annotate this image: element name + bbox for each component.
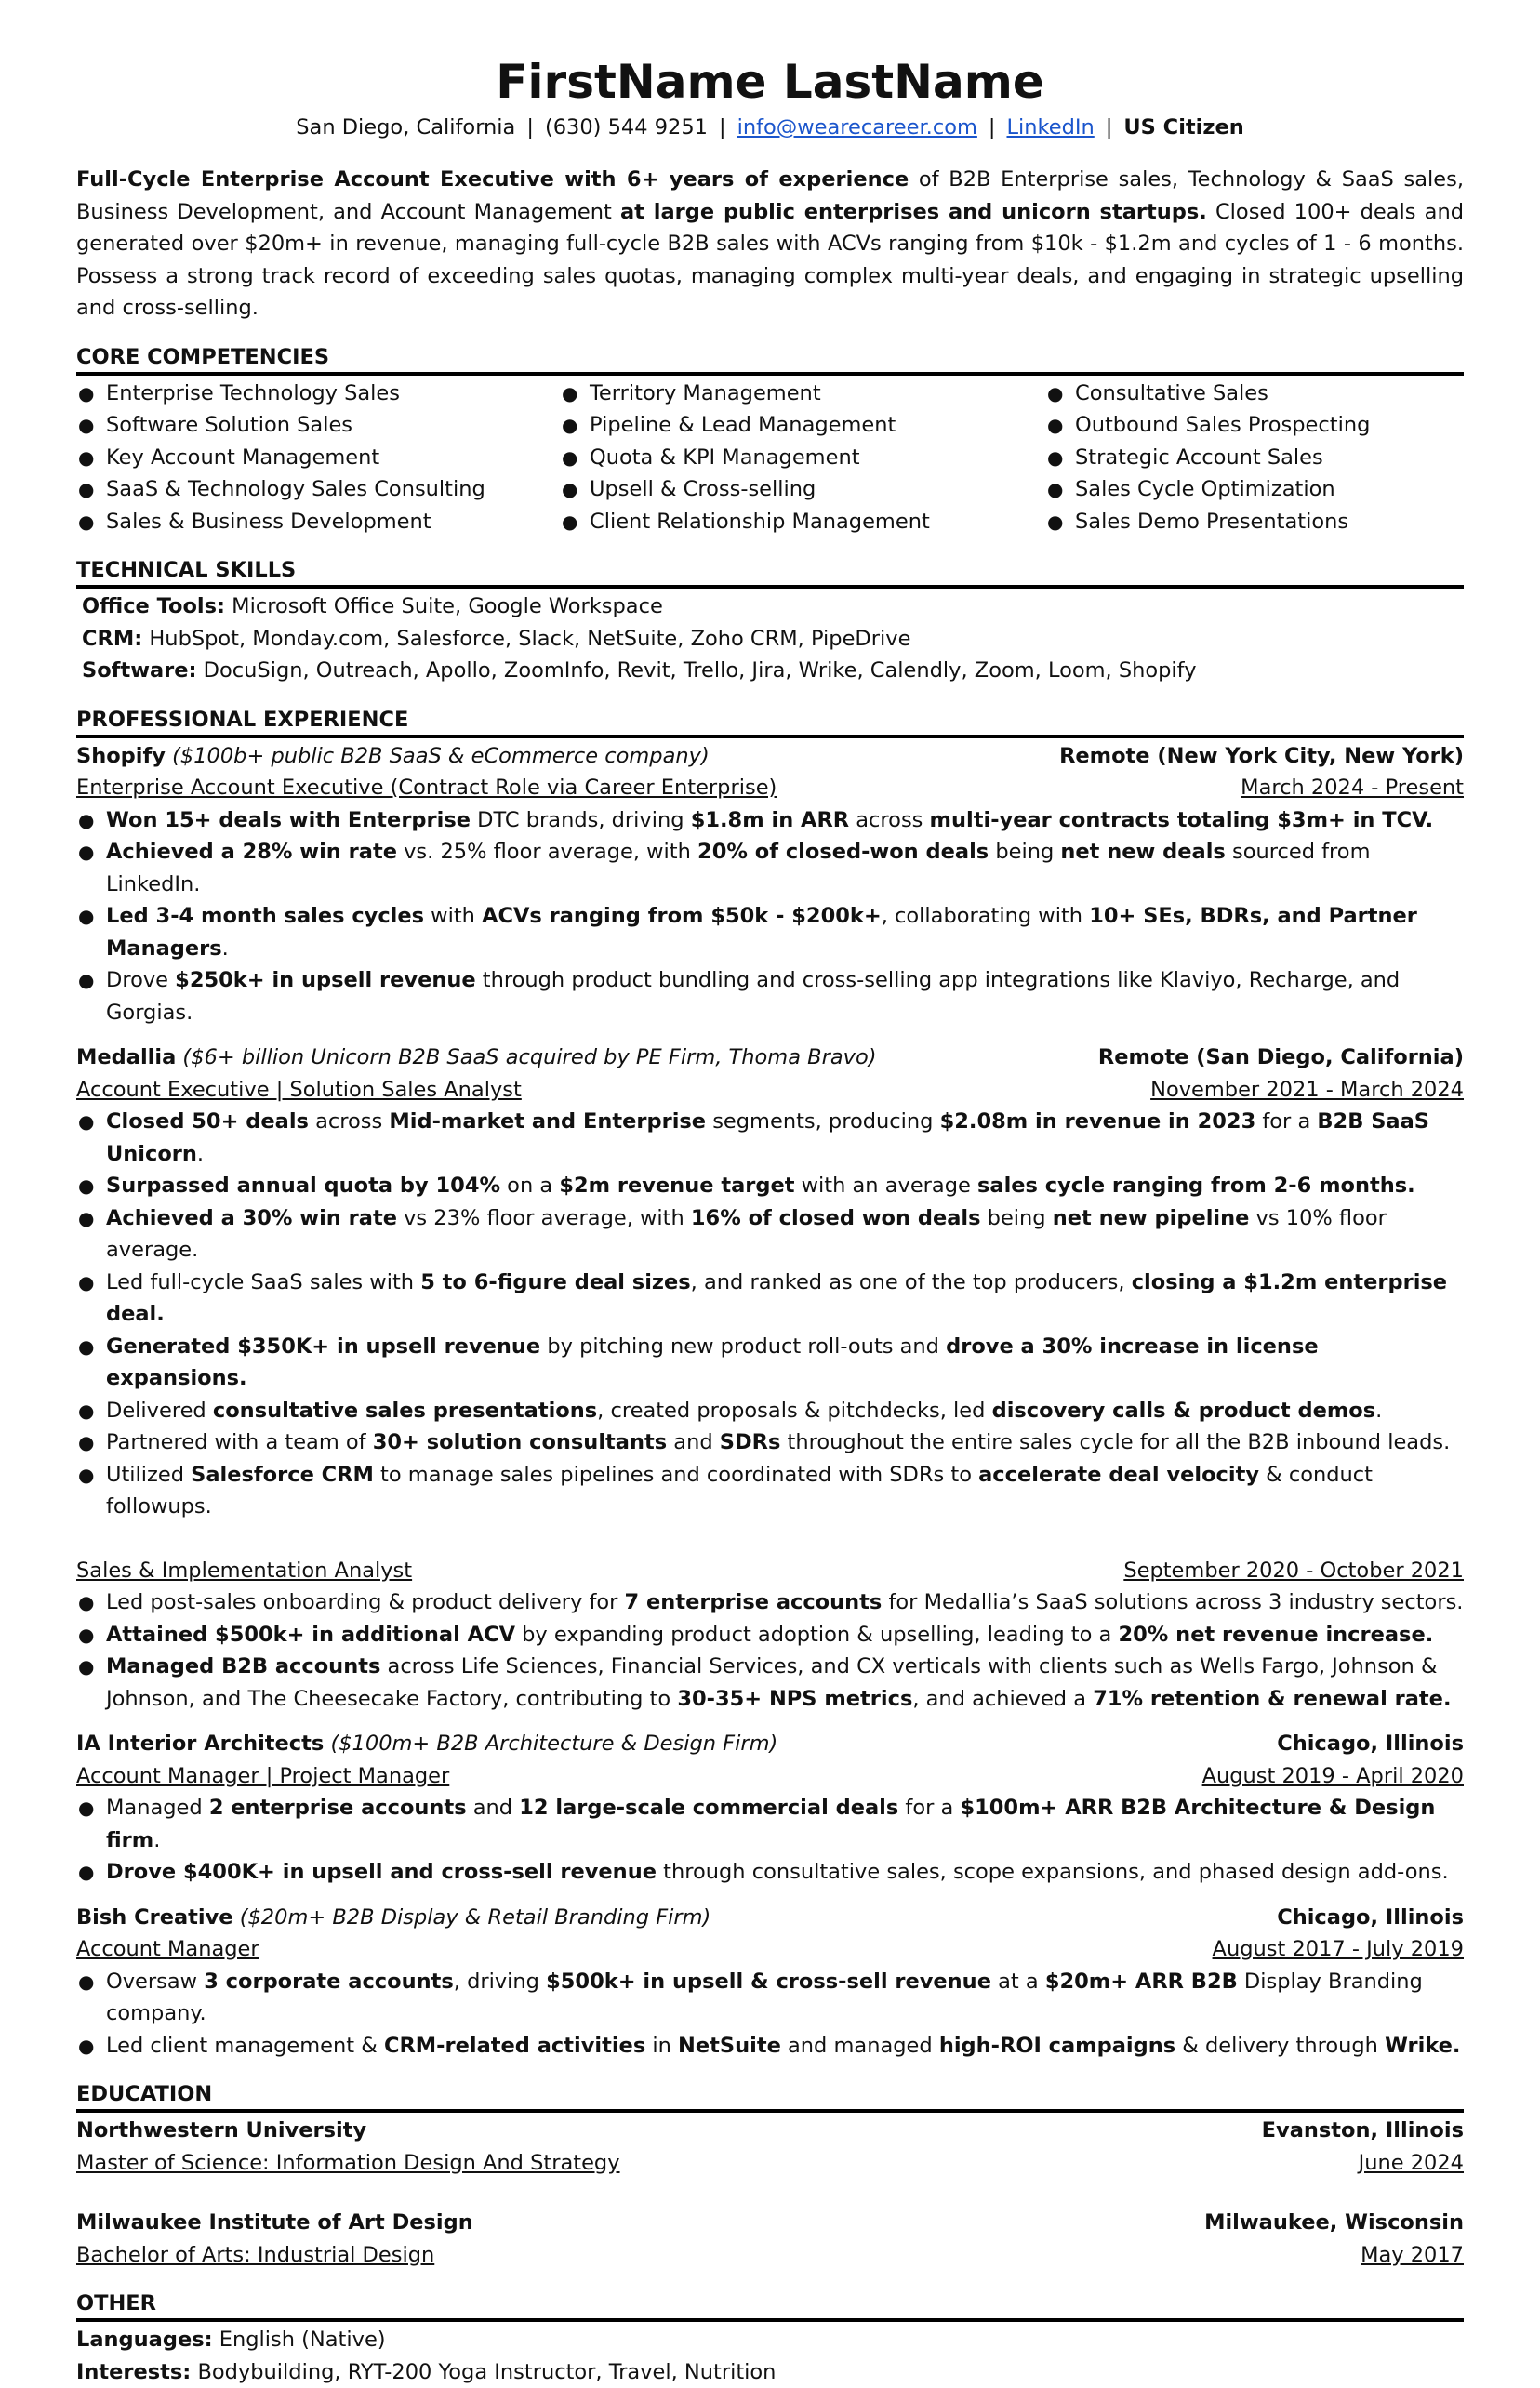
list-item [76, 1459, 1464, 1523]
company-name: Shopify [76, 744, 166, 768]
label: Interests: [76, 2360, 191, 2384]
bullet-highlight: discovery calls & product demos [992, 1399, 1376, 1423]
contact-line [76, 112, 1464, 143]
bullet-highlight: 30-35+ NPS metrics [677, 1687, 912, 1711]
list-item [76, 1792, 1464, 1856]
bullet-highlight: 12 large-scale commercial deals [519, 1796, 898, 1820]
bullet-highlight: Won 15+ deals with Enterprise [106, 808, 471, 832]
job-title: Enterprise Account Executive (Contract Role via Career Enterprise) [76, 772, 777, 804]
bullet-list [76, 1792, 1464, 1889]
company-row [76, 1728, 1464, 1760]
bullet-highlight: ACVs ranging from $50k - $200k+ [482, 904, 882, 928]
software-line [76, 655, 1464, 687]
bullet-highlight: $20m+ ARR B2B [1045, 1970, 1238, 1994]
bullet-text: to manage sales pipelines and coordinated with SDRs to [374, 1463, 978, 1487]
competencies-col-3 [1045, 378, 1464, 538]
bullet-text: , created proposals & pitchdecks, led [597, 1399, 991, 1423]
company-row [76, 1902, 1464, 1934]
summary-bold-1: Full-Cycle Enterprise Account Executive with 6+ years of experience [76, 167, 909, 192]
bullet-text: . [1375, 1399, 1382, 1423]
bullet-highlight: 7 enterprise accounts [625, 1590, 883, 1614]
job-ia-interior-architects [76, 1728, 1464, 1889]
bullet-text: on a [500, 1174, 559, 1198]
role-row [76, 772, 1464, 804]
location: San Diego, California [296, 115, 515, 139]
bullet-highlight: net new pipeline [1053, 1206, 1250, 1230]
bullet-list [76, 1966, 1464, 2063]
bullet-text: Utilized [106, 1463, 191, 1487]
bullet-text: across [309, 1109, 389, 1134]
job-medallia [76, 1041, 1464, 1715]
job-dates: November 2021 - March 2024 [1150, 1074, 1464, 1107]
competency-item: ● Sales & Business Development [76, 506, 560, 538]
bullet-highlight: CRM-related activities [384, 2034, 645, 2058]
bullet-highlight: Drove $400K+ in upsell and cross-sell revenue [106, 1860, 657, 1884]
bullet-text: Led post-sales onboarding & product delivery for [106, 1590, 625, 1614]
bullet-highlight: Salesforce CRM [191, 1463, 374, 1487]
list-item [76, 900, 1464, 964]
bullet-text: vs 23% floor average, with [397, 1206, 691, 1230]
bullet-text: through consultative sales, scope expansions, and phased design add-ons. [657, 1860, 1449, 1884]
bullet-text: with [424, 904, 482, 928]
job-dates: August 2019 - April 2020 [1202, 1760, 1464, 1793]
bullet-text: & conduct followups. [106, 1463, 1373, 1519]
competency-item: ● Client Relationship Management [560, 506, 1045, 538]
bullet-text: through product bundling and cross-selling app integrations like Klaviyo, Recharge, and Gorgias. [106, 968, 1400, 1025]
value: HubSpot, Monday.com, Salesforce, Slack, NetSuite, Zoho CRM, PipeDrive [142, 627, 910, 651]
bullet-list [76, 804, 1464, 1029]
candidate-name: FirstName LastName [76, 52, 1464, 112]
bullet-list [76, 1586, 1464, 1715]
bullet-highlight: closing a $1.2m enterprise deal. [106, 1270, 1447, 1327]
school-location: Milwaukee, Wisconsin [1204, 2207, 1464, 2239]
list-item [76, 2030, 1464, 2063]
bullet-highlight: Managed B2B accounts [106, 1654, 380, 1678]
linkedin-link[interactable]: LinkedIn [1006, 115, 1094, 139]
bullet-highlight: Mid-market and Enterprise [389, 1109, 706, 1134]
bullet-text: & delivery through [1175, 2034, 1385, 2058]
bullet-highlight: $2m revenue target [559, 1174, 794, 1198]
bullet-text: Led full-cycle SaaS sales with [106, 1270, 420, 1294]
separator: | [708, 115, 737, 139]
value: DocuSign, Outreach, Apollo, ZoomInfo, Revit, Trello, Jira, Wrike, Calendly, Zoom, Loom, Shopify [197, 658, 1197, 683]
bullet-highlight: $250k+ in upsell revenue [175, 968, 475, 992]
degree: Bachelor of Arts: Industrial Design [76, 2239, 434, 2272]
list-item [76, 1106, 1464, 1170]
bullet-highlight: Led 3-4 month sales cycles [106, 904, 424, 928]
bullet-text: being [981, 1206, 1053, 1230]
company-description: ($6+ billion Unicorn B2B SaaS acquired by PE Firm, Thoma Bravo) [176, 1045, 876, 1069]
role-row [76, 1933, 1464, 1966]
bullet-text: and [667, 1430, 720, 1454]
bullet-text: across Life Sciences, Financial Services, and CX verticals with clients such as Wells Fargo, Johnson & Johnson, and The Cheesecake Factory, contributing to [106, 1654, 1438, 1711]
core-competencies-section [76, 343, 1464, 538]
other-section [76, 2289, 1464, 2388]
role-row [76, 1555, 1464, 1587]
bullet-text: with an average [794, 1174, 977, 1198]
job-bish-creative [76, 1902, 1464, 2063]
label: Office Tools: [82, 594, 225, 618]
technical-skills-section [76, 556, 1464, 687]
bullet-highlight: B2B SaaS Unicorn [106, 1109, 1429, 1166]
bullet-text: DTC brands, driving [471, 808, 691, 832]
company-description: ($20m+ B2B Display & Retail Branding Firm) [233, 1905, 711, 1930]
section-title: TECHNICAL SKILLS [76, 556, 1464, 589]
languages-line [76, 2324, 1464, 2356]
list-item [76, 836, 1464, 900]
separator: | [977, 115, 1007, 139]
bullet-highlight: Generated $350K+ in upsell revenue [106, 1334, 540, 1359]
list-item [76, 1586, 1464, 1619]
bullet-highlight: 20% of closed-won deals [697, 840, 989, 864]
bullet-highlight: 3 corporate accounts [204, 1970, 454, 1994]
label: CRM: [82, 627, 142, 651]
bullet-text: for Medallia’s SaaS solutions across 3 industry sectors. [882, 1590, 1463, 1614]
bullet-text: vs 10% floor average. [106, 1206, 1387, 1263]
bullet-text: Delivered [106, 1399, 213, 1423]
bullet-highlight: 30+ solution consultants [373, 1430, 667, 1454]
bullet-highlight: $2.08m in revenue in 2023 [940, 1109, 1256, 1134]
school-name: Northwestern University [76, 2115, 366, 2147]
list-item [76, 964, 1464, 1028]
bullet-text: for a [898, 1796, 960, 1820]
summary-text-1: of B2B Enterprise sales, Technology & SaaS sales, Business Development, and Account Management [76, 167, 1464, 224]
job-title: Account Manager [76, 1933, 259, 1966]
value: Microsoft Office Suite, Google Workspace [225, 594, 663, 618]
bullet-text: , collaborating with [882, 904, 1089, 928]
list-item [76, 1202, 1464, 1267]
bullet-text: by expanding product adoption & upselling, leading to a [515, 1623, 1118, 1647]
company-description: ($100b+ public B2B SaaS & eCommerce company) [166, 744, 710, 768]
list-item [76, 1856, 1464, 1889]
citizenship: US Citizen [1123, 115, 1243, 139]
job-shopify [76, 740, 1464, 1029]
competency-item: ● Territory Management [560, 378, 1045, 410]
bullet-text: , and achieved a [912, 1687, 1093, 1711]
bullet-highlight: 20% net revenue increase. [1118, 1623, 1433, 1647]
job-title: Account Manager | Project Manager [76, 1760, 449, 1793]
competencies-grid [76, 378, 1464, 538]
job-dates: September 2020 - October 2021 [1123, 1555, 1464, 1587]
bullet-text: at a [991, 1970, 1045, 1994]
bullet-list [76, 1106, 1464, 1523]
school-row [76, 2115, 1464, 2147]
bullet-highlight: Attained $500k+ in additional ACV [106, 1623, 515, 1647]
bullet-highlight: net new deals [1060, 840, 1225, 864]
bullet-highlight: $100m+ ARR B2B Architecture & Design firm [106, 1796, 1435, 1852]
job-location: Remote (New York City, New York) [1059, 740, 1464, 773]
professional-summary [76, 164, 1464, 325]
bullet-highlight: consultative sales presentations [213, 1399, 597, 1423]
bullet-highlight: drove a 30% increase in license expansions. [106, 1334, 1319, 1391]
experience-section [76, 706, 1464, 2063]
education-section [76, 2080, 1464, 2271]
crm-line [76, 623, 1464, 656]
list-item [76, 1395, 1464, 1427]
value: English (Native) [213, 2328, 386, 2352]
bullet-highlight: Closed 50+ deals [106, 1109, 309, 1134]
email-link[interactable]: info@wearecareer.com [737, 115, 977, 139]
list-item [76, 1651, 1464, 1715]
interests-line [76, 2356, 1464, 2388]
bullet-highlight: 5 to 6-figure deal sizes [420, 1270, 690, 1294]
bullet-text: throughout the entire sales cycle for all the B2B inbound leads. [780, 1430, 1450, 1454]
bullet-text: Led client management & [106, 2034, 384, 2058]
bullet-text: Managed [106, 1796, 209, 1820]
job-title: Sales & Implementation Analyst [76, 1555, 412, 1587]
bullet-text: and managed [781, 2034, 939, 2058]
bullet-highlight: Wrike. [1385, 2034, 1460, 2058]
company-name: Bish Creative [76, 1905, 233, 1930]
bullet-text: , and ranked as one of the top producers, [691, 1270, 1132, 1294]
list-item [76, 1170, 1464, 1202]
list-item [76, 1966, 1464, 2030]
bullet-highlight: $500k+ in upsell & cross-sell revenue [546, 1970, 991, 1994]
bullet-highlight: $1.8m in ARR [691, 808, 849, 832]
bullet-text: across [849, 808, 929, 832]
competency-item: ● Sales Cycle Optimization [1045, 473, 1464, 506]
list-item [76, 1331, 1464, 1395]
company-row [76, 1041, 1464, 1074]
bullet-highlight: Achieved a 28% win rate [106, 840, 397, 864]
competency-item: ● Upsell & Cross-selling [560, 473, 1045, 506]
company-name: Medallia [76, 1045, 176, 1069]
bullet-text: . [197, 1142, 204, 1166]
competency-item: ● Strategic Account Sales [1045, 442, 1464, 474]
competencies-col-2 [560, 378, 1045, 538]
bullet-text: and [467, 1796, 520, 1820]
bullet-highlight: 16% of closed won deals [691, 1206, 981, 1230]
label: Software: [82, 658, 197, 683]
competency-item: ● Consultative Sales [1045, 378, 1464, 410]
school-name: Milwaukee Institute of Art Design [76, 2207, 473, 2239]
degree-date: June 2024 [1359, 2147, 1464, 2180]
role-row [76, 1074, 1464, 1107]
bullet-text: Drove [106, 968, 175, 992]
bullet-highlight: SDRs [720, 1430, 781, 1454]
competency-item: ● Outbound Sales Prospecting [1045, 409, 1464, 442]
bullet-highlight: sales cycle ranging from 2-6 months. [977, 1174, 1415, 1198]
bullet-highlight: 10+ SEs, BDRs, and Partner Managers [106, 904, 1417, 961]
bullet-text: by pitching new product roll-outs and [540, 1334, 946, 1359]
bullet-highlight: Achieved a 30% win rate [106, 1206, 397, 1230]
section-title: EDUCATION [76, 2080, 1464, 2113]
bullet-highlight: NetSuite [678, 2034, 781, 2058]
bullet-highlight: 71% retention & renewal rate. [1093, 1687, 1451, 1711]
bullet-text: , driving [454, 1970, 546, 1994]
separator: | [515, 115, 545, 139]
company-row [76, 740, 1464, 773]
bullet-highlight: 2 enterprise accounts [209, 1796, 467, 1820]
competency-item: ● Pipeline & Lead Management [560, 409, 1045, 442]
job-title: Account Executive | Solution Sales Analyst [76, 1074, 522, 1107]
list-item [76, 1426, 1464, 1459]
bullet-text: . [222, 936, 229, 961]
job-location: Remote (San Diego, California) [1098, 1041, 1464, 1074]
job-location: Chicago, Illinois [1277, 1728, 1464, 1760]
phone: (630) 544 9251 [545, 115, 708, 139]
job-dates: August 2017 - July 2019 [1213, 1933, 1464, 1966]
competency-item: ● Sales Demo Presentations [1045, 506, 1464, 538]
bullet-text: being [989, 840, 1060, 864]
bullet-text: . [153, 1828, 160, 1852]
role-row [76, 1760, 1464, 1793]
bullet-highlight: Surpassed annual quota by 104% [106, 1174, 500, 1198]
bullet-text: in [645, 2034, 678, 2058]
bullet-highlight: high-ROI campaigns [939, 2034, 1175, 2058]
degree: Master of Science: Information Design And Strategy [76, 2147, 620, 2180]
office-tools-line [76, 590, 1464, 623]
competency-item: ● Quota & KPI Management [560, 442, 1045, 474]
bullet-text: sourced from LinkedIn. [106, 840, 1371, 896]
separator: | [1095, 115, 1124, 139]
section-title: OTHER [76, 2289, 1464, 2322]
school-row [76, 2207, 1464, 2239]
bullet-text: Display Branding company. [106, 1970, 1423, 2026]
summary-bold-2: at large public enterprises and unicorn startups. [620, 200, 1207, 224]
degree-row [76, 2239, 1464, 2272]
bullet-text: for a [1255, 1109, 1317, 1134]
company-name: IA Interior Architects [76, 1731, 324, 1756]
competency-item: ● Enterprise Technology Sales [76, 378, 560, 410]
company-description: ($100m+ B2B Architecture & Design Firm) [324, 1731, 777, 1756]
bullet-text: Partnered with a team of [106, 1430, 373, 1454]
degree-row [76, 2147, 1464, 2180]
list-item [76, 1267, 1464, 1331]
bullet-highlight: multi-year contracts totaling $3m+ in TCV. [930, 808, 1434, 832]
job-location: Chicago, Illinois [1277, 1902, 1464, 1934]
list-item [76, 1619, 1464, 1652]
summary-text-2: Closed 100+ deals and generated over $20m+ in revenue, managing full-cycle B2B sales with ACVs ranging from $10k - $1.2m and cycles of 1 - 6 months. Possess a strong track record of exceeding sales quotas, managing complex multi-year deals, and engaging in strategic upselling and cross-selling. [76, 200, 1464, 321]
value: Bodybuilding, RYT-200 Yoga Instructor, Travel, Nutrition [191, 2360, 776, 2384]
competency-item: ● Software Solution Sales [76, 409, 560, 442]
degree-date: May 2017 [1361, 2239, 1464, 2272]
job-dates: March 2024 - Present [1241, 772, 1464, 804]
label: Languages: [76, 2328, 213, 2352]
school-location: Evanston, Illinois [1262, 2115, 1464, 2147]
bullet-text: vs. 25% floor average, with [397, 840, 697, 864]
section-title: PROFESSIONAL EXPERIENCE [76, 706, 1464, 738]
competency-item: ● SaaS & Technology Sales Consulting [76, 473, 560, 506]
bullet-text: segments, producing [706, 1109, 940, 1134]
bullet-highlight: accelerate deal velocity [978, 1463, 1259, 1487]
competency-item: ● Key Account Management [76, 442, 560, 474]
competencies-col-1 [76, 378, 560, 538]
section-title: CORE COMPETENCIES [76, 343, 1464, 376]
list-item [76, 804, 1464, 837]
bullet-text: Oversaw [106, 1970, 204, 1994]
